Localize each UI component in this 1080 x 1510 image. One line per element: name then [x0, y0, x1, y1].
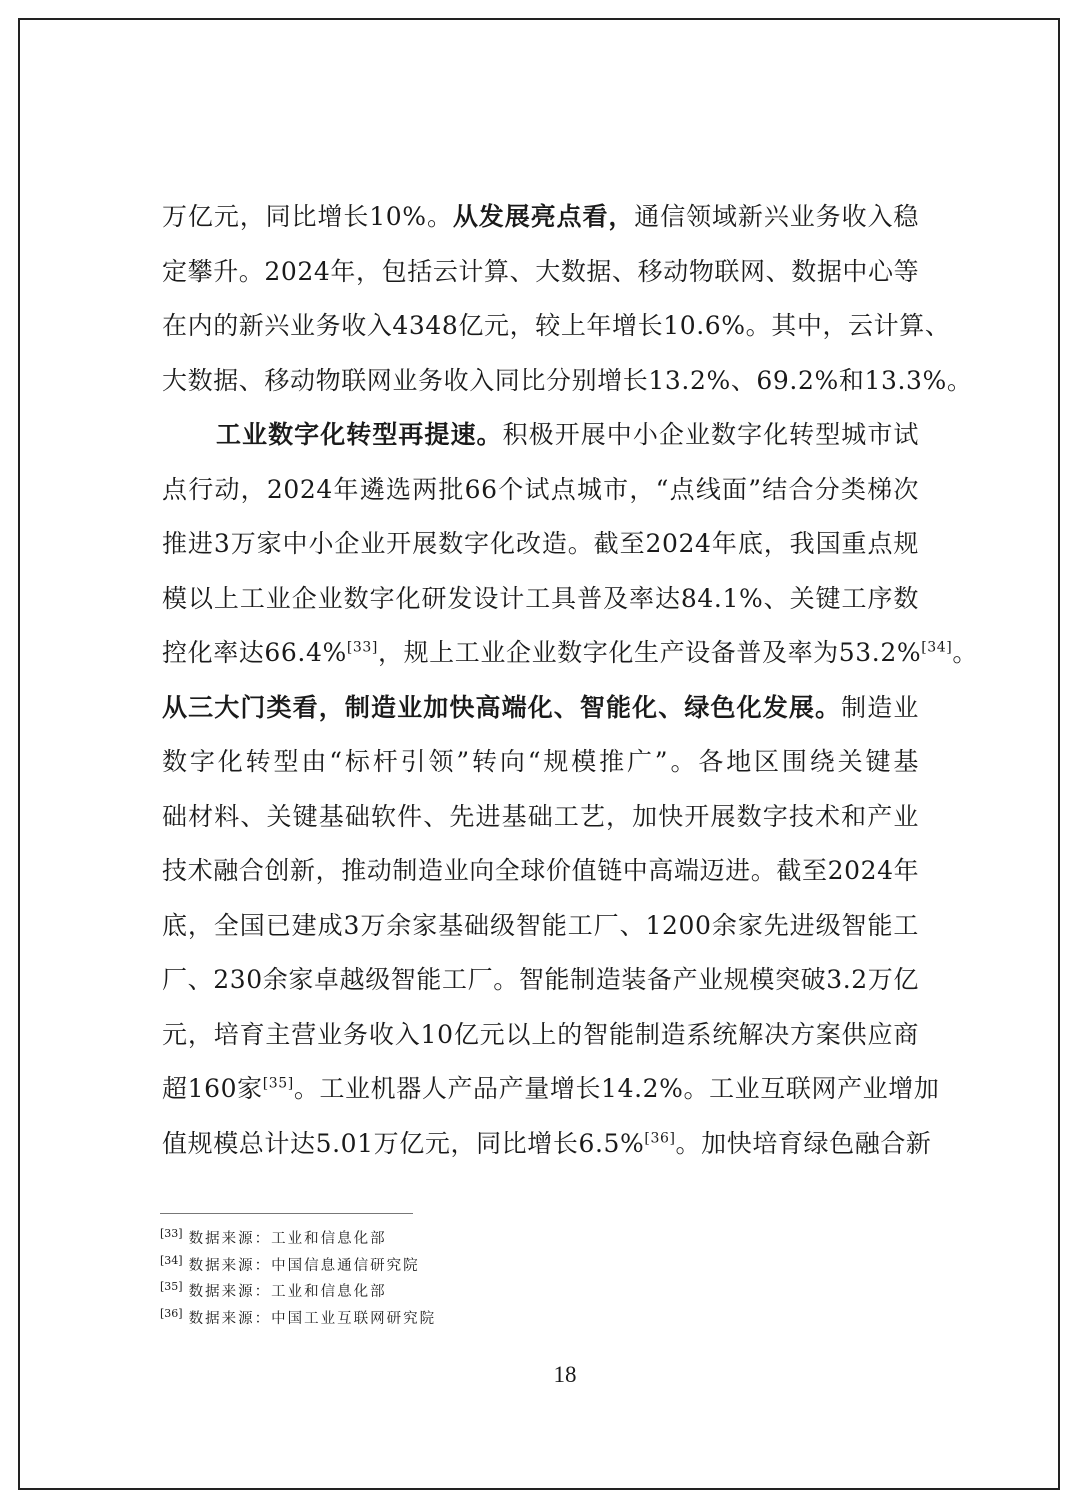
text-segment: 厂、230余家卓越级智能工厂。智能制造装备产业规模突破3.2万亿: [162, 965, 919, 994]
text-line: [162, 463, 919, 518]
footnote-ref: [35]: [160, 1280, 183, 1294]
footnote-35: [160, 1279, 436, 1306]
text-segment: 。工业机器人产品产量增长14.2%。工业互联网产业增加: [293, 1074, 940, 1103]
footnote-ref: [36]: [160, 1306, 183, 1320]
text-segment: 数字化转型由“标杆引领”转向“规模推广”。各地区围绕关键基: [162, 747, 919, 776]
footnote-ref: [34]: [160, 1253, 183, 1267]
text-line: [162, 1062, 940, 1117]
text-line: [162, 517, 919, 572]
footnote-34: [160, 1253, 436, 1280]
text-segment: 础材料、关键基础软件、先进基础工艺，加快开展数字技术和产业: [162, 801, 919, 831]
text-segment: 制造业: [841, 692, 919, 722]
text-line: [162, 572, 919, 627]
footnotes: [160, 1226, 436, 1332]
bold-heading-text: 从发展亮点看，: [452, 202, 635, 231]
text-segment: 大数据、移动物联网业务收入同比分别增长13.2%、69.2%和13.3%。: [162, 365, 973, 395]
text-segment: 积极开展中小企业数字化转型城市试: [502, 420, 919, 449]
text-segment: 通信领域新兴业务收入稳: [634, 202, 919, 231]
bold-heading-text: 从三大门类看，制造业加快高端化、智能化、绿色化发展。: [162, 692, 842, 722]
text-segment: 。: [952, 638, 978, 667]
footnote-text: 数据来源：工业和信息化部: [188, 1231, 387, 1247]
footnote-ref: [33]: [160, 1227, 183, 1241]
footnote-reference: [34]: [921, 639, 953, 656]
text-segment: 控化率达66.4%: [162, 638, 347, 667]
text-line: [162, 190, 919, 245]
footnote-33: [160, 1226, 436, 1253]
text-line: [162, 626, 978, 681]
footnote-reference: [35]: [262, 1075, 294, 1092]
text-segment: 值规模总计达5.01万亿元，同比增长6.5%: [162, 1128, 645, 1158]
text-line: [162, 245, 919, 300]
text-line: [162, 899, 919, 954]
text-segment: 推进3万家中小企业开展数字化改造。截至2024年底，我国重点规: [162, 529, 919, 558]
footnote-text: 数据来源：工业和信息化部: [188, 1284, 387, 1300]
text-line: [162, 735, 919, 790]
footnote-reference: [36]: [644, 1130, 676, 1147]
text-segment: 。加快培育绿色融合新: [675, 1128, 932, 1158]
footnote-text: 数据来源：中国信息通信研究院: [188, 1257, 420, 1274]
text-line: [162, 408, 919, 463]
text-line: [162, 844, 919, 899]
text-line: [162, 681, 919, 736]
text-segment: 底，全国已建成3万余家基础级智能工厂、1200余家先进级智能工: [162, 910, 919, 940]
text-segment: 万亿元，同比增长10%。: [162, 202, 453, 231]
text-line: [162, 953, 919, 1008]
text-segment: 技术融合创新，推动制造业向全球价值链中高端迈进。截至2024年: [162, 856, 920, 885]
page-number: 18: [553, 1362, 577, 1387]
text-line: [162, 790, 919, 845]
text-line: [162, 354, 973, 409]
text-segment: 超160家: [162, 1074, 263, 1103]
text-line: [162, 1117, 932, 1172]
footnote-divider: [160, 1213, 413, 1214]
footnote-text: 数据来源：中国工业互联网研究院: [188, 1310, 437, 1327]
footnote-reference: [33]: [346, 639, 378, 656]
bold-heading-text: 工业数字化转型再提速。: [216, 420, 503, 449]
text-line: [162, 299, 951, 354]
text-segment: 在内的新兴业务收入4348亿元，较上年增长10.6%。其中，云计算、: [162, 311, 951, 340]
text-segment: ，规上工业企业数字化生产设备普及率为53.2%: [377, 638, 922, 667]
text-line: [162, 1008, 919, 1063]
footnote-36: [160, 1306, 436, 1333]
body-text: [162, 190, 978, 1171]
text-segment: 模以上工业企业数字化研发设计工具普及率达84.1%、关键工序数: [162, 583, 919, 613]
text-segment: 点行动，2024年遴选两批66个试点城市，“点线面”结合分类梯次: [162, 474, 919, 504]
text-segment: 元，培育主营业务收入10亿元以上的智能制造系统解决方案供应商: [162, 1019, 919, 1049]
text-segment: 定攀升。2024年，包括云计算、大数据、移动物联网、数据中心等: [162, 256, 920, 286]
